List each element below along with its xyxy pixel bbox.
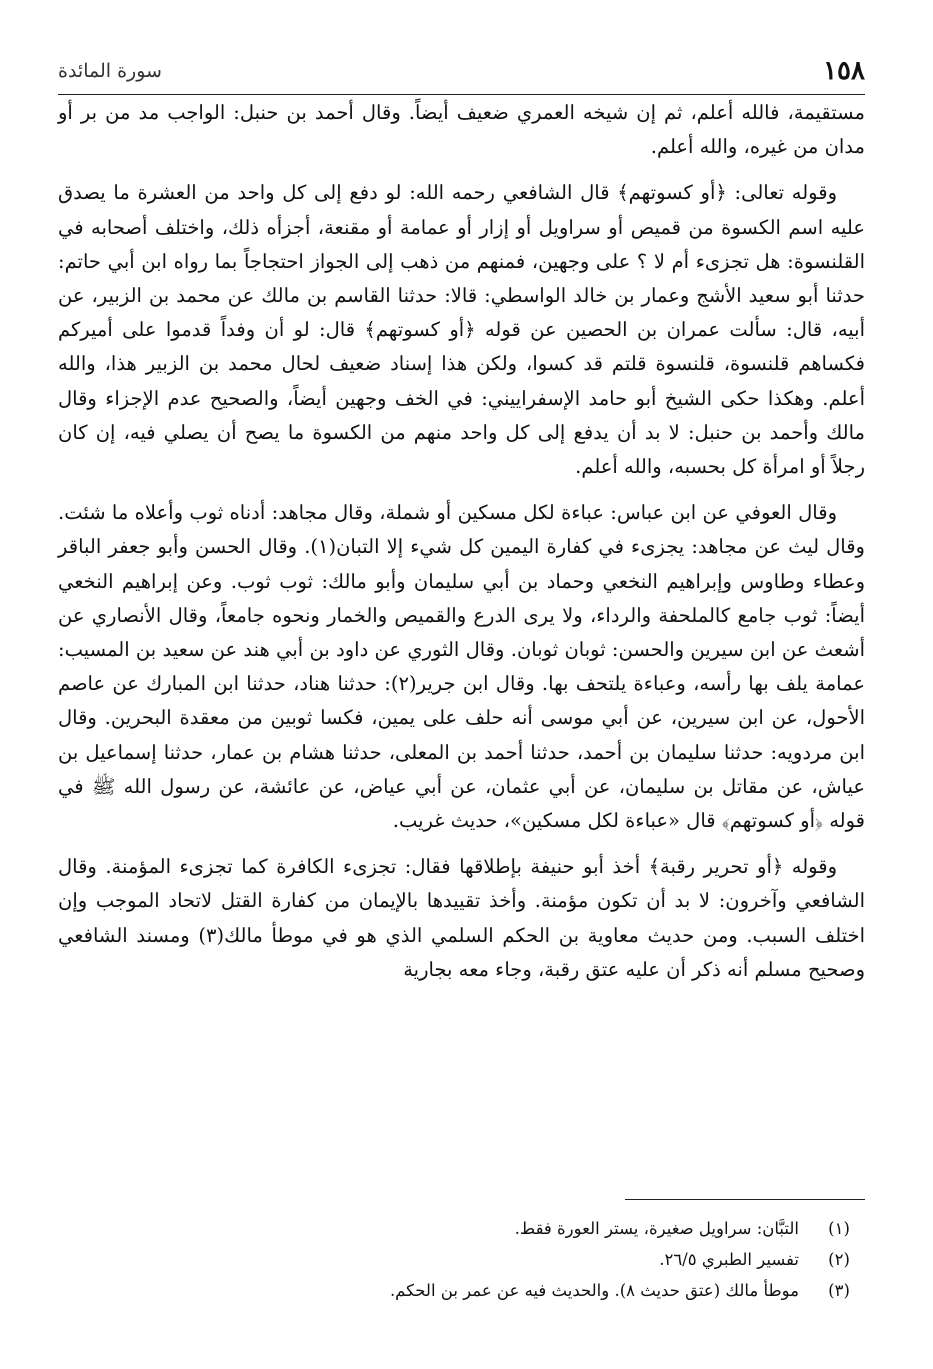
paragraph: وقوله تعالى: ﴿أو كسوتهم﴾ قال الشافعي رحمه الله: لو دفع إلى كل واحد من العشرة ما يصدق عليه اسم الكسوة من قميص أو سراويل أو إزار أو عمامة أو مقنعة، أجزأه ذلك، واختلف أصحابه في القلنسوة: هل تجزىء أم لا ؟ على وجهين، فمنهم من ذهب إلى الجواز احتجاجاً بما رواه ابن أبي حاتم: حدثنا أبو سعيد الأشج وعمار بن خالد الواسطي: قالا: حدثنا القاسم بن مالك عن محمد بن الزبير، عن أبيه، قال: سألت عمران بن الحصين عن قوله ﴿أو كسوتهم﴾ قال: لو أن وفداً قدموا على أميركم فكساهم قلنسوة، قلنسوة قلتم قد كسوا، ولكن هذا إسناد ضعيف لحال محمد بن الزبير هذا، والله أعلم. وهكذا حكى الشيخ أبو حامد الإسفراييني: في الخف وجهين أيضاً، والصحيح عدم الإجزاء وقال مالك وأحمد بن حنبل: لا بد أن يدفع إلى كل واحد منهم من الكسوة ما يصح أن يصلي فيه، إن كان رجلاً أو امرأة كل بحسبه، والله أعلم. bbox=[58, 181, 865, 479]
paragraph: وقال العوفي عن ابن عباس: عباءة لكل مسكين أو شملة، وقال مجاهد: أدناه ثوب وأعلاه ما شئت. وقال ليث عن مجاهد: يجزىء في كفارة اليمين كل شيء إلا التبان(١). وقال الحسن وأبو جعفر الباقر وعطاء وطاوس وإبراهيم النخعي وحماد بن أبي سليمان وأبو مالك: ثوب ثوب. وعن إبراهيم النخعي أيضاً: ثوب جامع كالملحفة والرداء، ولا يرى الدرع والقميص والخمار ونحوه جامعاً، وقال الأنصاري عن أشعث عن ابن سيرين والحسن: ثوبان ثوبان. وقال الثوري عن داود بن أبي هند عن سعيد بن المسيب: عمامة يلف بها رأسه، وعباءة يلتحف بها. وقال ابن جرير(٢): حدثنا هناد، حدثنا ابن المبارك عن عاصم الأحول، عن ابن سيرين، عن أبي موسى أنه حلف على يمين، فكسا ثوبين من معقدة البحرين. وقال ابن مردويه: حدثنا سليمان بن أحمد، حدثنا أحمد بن المعلى، حدثنا هشام بن عمار، حدثنا إسماعيل بن عياش، عن مقاتل بن سليمان، عن أبي عثمان، عن أبي عياض، عن عائشة، عن رسول الله ﷺ في قوله ﴿أو كسوتهم﴾ قال «عباءة لكل مسكين»، حديث غريب. bbox=[58, 501, 866, 833]
page-number: ١٥٨ bbox=[823, 56, 865, 86]
footnote-number: (١) bbox=[828, 1219, 850, 1238]
footnote-text: تفسير الطبري ٢٦/٥. bbox=[659, 1250, 799, 1269]
footnote-divider bbox=[625, 1199, 865, 1200]
main-text bbox=[58, 96, 865, 999]
footnote bbox=[58, 1244, 859, 1275]
paragraph: مستقيمة، فالله أعلم، ثم إن شيخه العمري ضعيف أيضاً. وقال أحمد بن حنبل: الواجب مد من بر أو مدان من غيره، والله أعلم. bbox=[58, 101, 865, 159]
footnote-text: موطأ مالك (عتق حديث ٨). والحديث فيه عن عمر بن الحكم. bbox=[389, 1281, 799, 1300]
footnotes bbox=[58, 1213, 859, 1306]
page-header bbox=[58, 52, 865, 95]
footnote-number: (٣) bbox=[828, 1281, 850, 1300]
paragraph: وقوله ﴿أو تحرير رقبة﴾ أخذ أبو حنيفة بإطلاقها فقال: تجزىء الكافرة كما تجزىء المؤمنة. وقال الشافعي وآخرون: لا بد أن تكون مؤمنة. وأخذ تقييدها بالإيمان من كفارة القتل لاتحاد الموجب وإن اختلف السبب. ومن حديث معاوية بن الحكم السلمي الذي هو في موطأ مالك(٣) ومسند الشافعي وصحيح مسلم أنه ذكر أن عليه عتق رقبة، وجاء معه بجارية bbox=[58, 855, 866, 981]
footnote-text: التبَّان: سراويل صغيرة، يستر العورة فقط. bbox=[514, 1219, 799, 1238]
footnote bbox=[58, 1275, 859, 1306]
footnote-number: (٢) bbox=[828, 1250, 850, 1269]
running-title: سورة المائدة bbox=[58, 60, 162, 82]
footnote bbox=[58, 1213, 859, 1244]
